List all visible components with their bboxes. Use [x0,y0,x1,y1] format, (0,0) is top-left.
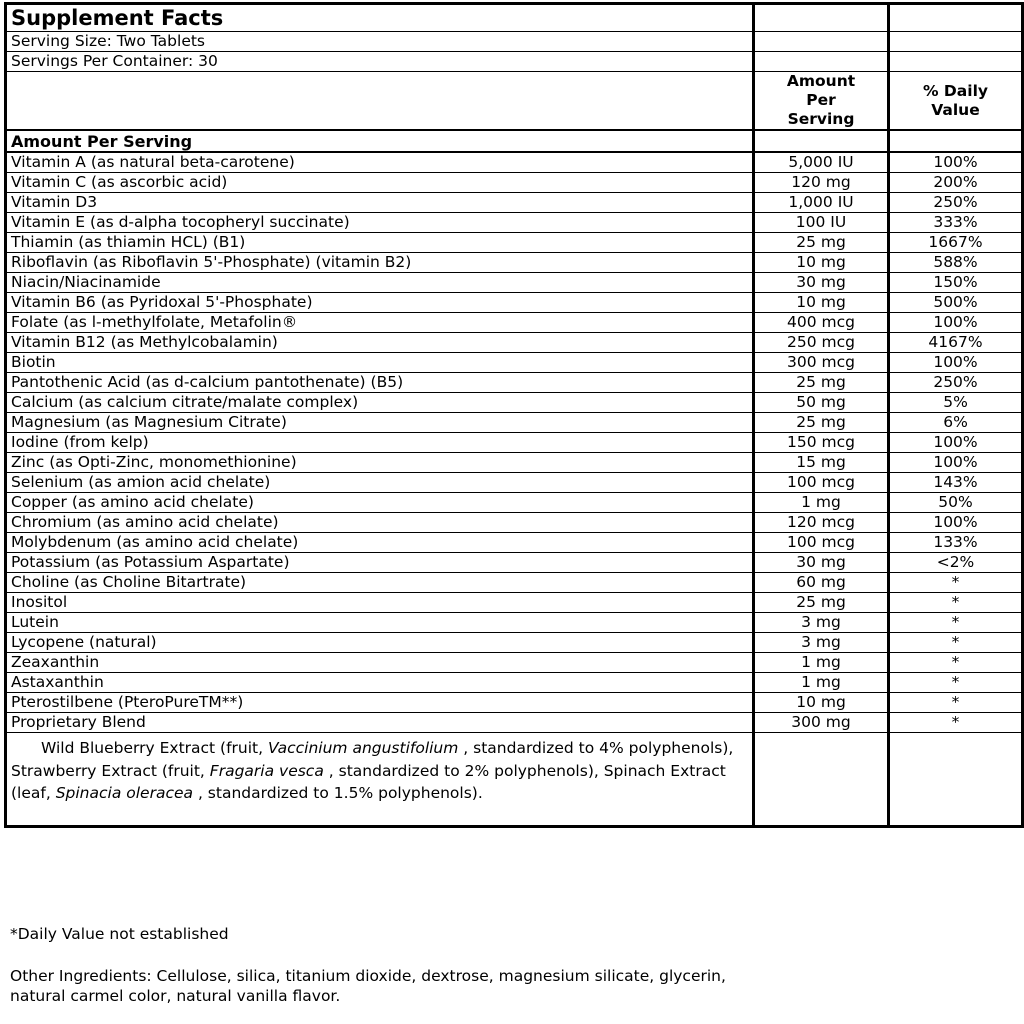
nutrient-daily-value: 100% [889,152,1023,173]
nutrient-row [6,513,1023,533]
nutrient-row [6,253,1023,273]
nutrient-row [6,613,1023,633]
nutrient-row [6,393,1023,413]
nutrient-name: Lutein [6,613,754,633]
nutrient-daily-value: 333% [889,213,1023,233]
nutrient-amount: 30 mg [754,273,889,293]
nutrient-amount: 100 mcg [754,473,889,493]
nutrient-name: Magnesium (as Magnesium Citrate) [6,413,754,433]
servings-per-container: Servings Per Container: 30 [6,52,754,72]
nutrient-row [6,413,1023,433]
blend-description-row [6,733,1023,827]
section-header-row [6,130,1023,152]
nutrient-daily-value: * [889,673,1023,693]
nutrient-row [6,273,1023,293]
nutrient-amount: 300 mg [754,713,889,733]
nutrient-daily-value: 150% [889,273,1023,293]
nutrient-daily-value: 250% [889,373,1023,393]
nutrient-name: Proprietary Blend [6,713,754,733]
nutrient-amount: 120 mcg [754,513,889,533]
nutrient-row [6,533,1023,553]
nutrient-daily-value: 100% [889,433,1023,453]
daily-value-header: % Daily Value [889,72,1023,131]
nutrient-daily-value: 6% [889,413,1023,433]
nutrient-amount: 5,000 IU [754,152,889,173]
nutrient-name: Calcium (as calcium citrate/malate complex) [6,393,754,413]
nutrient-row [6,673,1023,693]
nutrient-row [6,713,1023,733]
nutrient-row [6,333,1023,353]
nutrient-row [6,213,1023,233]
nutrient-row [6,173,1023,193]
nutrient-row [6,433,1023,453]
botanical-name: Vaccinium angustifolium [268,739,459,757]
blend-text: , standardized to 1.5% polyphenols). [193,784,483,802]
blend-description [6,733,754,827]
nutrient-name: Lycopene (natural) [6,633,754,653]
nutrient-amount: 10 mg [754,293,889,313]
nutrient-daily-value: * [889,653,1023,673]
nutrient-name: Vitamin D3 [6,193,754,213]
blend-text: , standardized to 2% polyphenols), Spinach Extract (leaf, [11,761,726,802]
daily-value-footnote: *Daily Value not established [10,925,229,943]
nutrient-daily-value: 4167% [889,333,1023,353]
nutrient-row [6,313,1023,333]
nutrient-amount: 10 mg [754,693,889,713]
nutrient-row [6,293,1023,313]
nutrient-amount: 25 mg [754,593,889,613]
nutrient-amount: 100 mcg [754,533,889,553]
nutrient-daily-value: 100% [889,453,1023,473]
nutrient-name: Chromium (as amino acid chelate) [6,513,754,533]
nutrient-name: Copper (as amino acid chelate) [6,493,754,513]
nutrient-name: Choline (as Choline Bitartrate) [6,573,754,593]
nutrient-name: Niacin/Niacinamide [6,273,754,293]
nutrient-row [6,553,1023,573]
nutrient-row [6,152,1023,173]
nutrient-row [6,573,1023,593]
nutrient-row [6,493,1023,513]
nutrient-name: Folate (as l-methylfolate, Metafolin® [6,313,754,333]
nutrient-daily-value: * [889,693,1023,713]
panel-title: Supplement Facts [6,4,754,32]
nutrient-name: Pterostilbene (PteroPureTM**) [6,693,754,713]
nutrient-name: Vitamin E (as d-alpha tocopheryl succinate) [6,213,754,233]
section-label: Amount Per Serving [6,130,754,152]
botanical-name: Fragaria vesca [209,761,324,780]
nutrient-row [6,453,1023,473]
nutrient-row [6,353,1023,373]
nutrient-name: Riboflavin (as Riboflavin 5'-Phosphate) (vitamin B2) [6,253,754,273]
nutrient-name: Inositol [6,593,754,613]
nutrient-amount: 400 mcg [754,313,889,333]
nutrient-amount: 30 mg [754,553,889,573]
nutrient-row [6,693,1023,713]
nutrient-name: Vitamin B6 (as Pyridoxal 5'-Phosphate) [6,293,754,313]
nutrient-amount: 1,000 IU [754,193,889,213]
nutrient-name: Zinc (as Opti-Zinc, monomethionine) [6,453,754,473]
nutrient-amount: 100 IU [754,213,889,233]
nutrient-name: Zeaxanthin [6,653,754,673]
nutrient-name: Biotin [6,353,754,373]
nutrient-daily-value: 100% [889,513,1023,533]
nutrient-daily-value: 250% [889,193,1023,213]
nutrient-daily-value: 133% [889,533,1023,553]
nutrient-row [6,593,1023,613]
nutrient-amount: 50 mg [754,393,889,413]
column-header-row [6,72,1023,131]
nutrient-daily-value: 143% [889,473,1023,493]
nutrient-daily-value: 1667% [889,233,1023,253]
nutrient-daily-value: * [889,593,1023,613]
nutrient-amount: 1 mg [754,493,889,513]
nutrient-daily-value: <2% [889,553,1023,573]
nutrient-name: Selenium (as amion acid chelate) [6,473,754,493]
nutrient-row [6,193,1023,213]
servings-per-container-row [6,52,1023,72]
nutrient-row [6,473,1023,493]
amount-per-serving-header: Amount Per Serving [754,72,889,131]
supplement-facts-table [4,2,1024,828]
blend-text: Wild Blueberry Extract (fruit, [41,739,268,757]
nutrient-amount: 25 mg [754,413,889,433]
nutrient-amount: 150 mcg [754,433,889,453]
nutrient-amount: 300 mcg [754,353,889,373]
nutrient-amount: 15 mg [754,453,889,473]
nutrient-daily-value: 100% [889,353,1023,373]
nutrient-name: Pantothenic Acid (as d-calcium pantothenate) (B5) [6,373,754,393]
nutrient-amount: 250 mcg [754,333,889,353]
botanical-name: Spinacia oleracea [55,784,194,802]
nutrient-daily-value: * [889,573,1023,593]
nutrient-amount: 120 mg [754,173,889,193]
nutrient-amount: 1 mg [754,653,889,673]
nutrient-amount: 60 mg [754,573,889,593]
nutrient-daily-value: 100% [889,313,1023,333]
nutrient-daily-value: 5% [889,393,1023,413]
nutrient-daily-value: 588% [889,253,1023,273]
blend-text: , standardized to 4% polyphenols), Strawberry Extract (fruit, [11,739,734,780]
nutrient-daily-value: * [889,713,1023,733]
nutrient-name: Potassium (as Potassium Aspartate) [6,553,754,573]
serving-size-row [6,32,1023,52]
nutrient-name: Vitamin A (as natural beta-carotene) [6,152,754,173]
title-row [6,4,1023,32]
nutrient-name: Iodine (from kelp) [6,433,754,453]
nutrient-daily-value: 200% [889,173,1023,193]
nutrient-name: Vitamin C (as ascorbic acid) [6,173,754,193]
nutrient-amount: 1 mg [754,673,889,693]
nutrient-name: Molybdenum (as amino acid chelate) [6,533,754,553]
nutrient-row [6,373,1023,393]
nutrient-row [6,653,1023,673]
nutrient-name: Astaxanthin [6,673,754,693]
nutrient-row [6,233,1023,253]
nutrient-amount: 25 mg [754,373,889,393]
nutrient-daily-value: 500% [889,293,1023,313]
serving-size: Serving Size: Two Tablets [6,32,754,52]
nutrient-row [6,633,1023,653]
nutrient-daily-value: * [889,633,1023,653]
other-ingredients: Other Ingredients: Cellulose, silica, titanium dioxide, dextrose, magnesium silicate, glycerin, natural carmel color, natural vanilla flavor. [10,967,726,1005]
nutrient-amount: 3 mg [754,613,889,633]
nutrient-daily-value: * [889,613,1023,633]
nutrient-amount: 25 mg [754,233,889,253]
nutrient-amount: 3 mg [754,633,889,653]
nutrient-daily-value: 50% [889,493,1023,513]
nutrient-name: Thiamin (as thiamin HCL) (B1) [6,233,754,253]
nutrient-amount: 10 mg [754,253,889,273]
nutrient-name: Vitamin B12 (as Methylcobalamin) [6,333,754,353]
